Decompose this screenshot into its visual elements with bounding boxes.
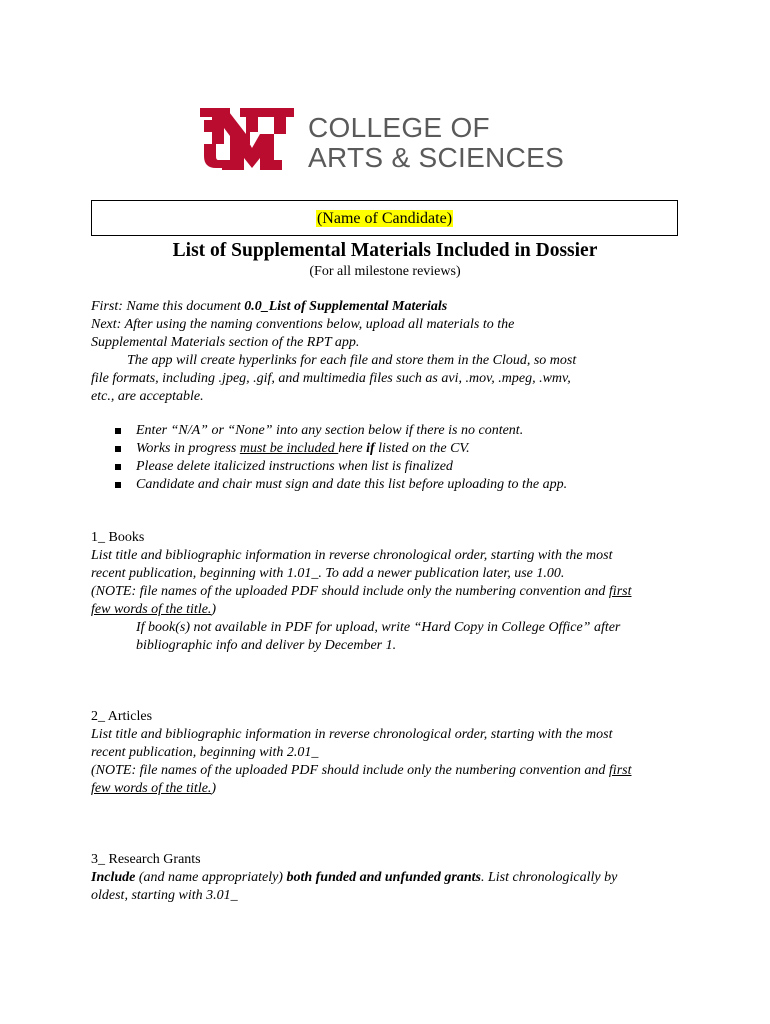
bullet-2-text-a: Works in progress (136, 441, 240, 456)
bullet-item-1: Enter “N/A” or “None” into any section below if there is no content. (136, 423, 524, 438)
bullet-marker (115, 446, 121, 452)
books-note-underlined-2: few words of the title. (91, 602, 212, 617)
books-note-line2 (91, 601, 216, 619)
bullet-item-4: Candidate and chair must sign and date this list before uploading to the app. (136, 477, 568, 492)
articles-note-text: (NOTE: file names of the uploaded PDF should include only the numbering convention and (91, 763, 609, 778)
articles-note-line1 (91, 762, 632, 780)
books-hardcopy-line2: bibliographic info and deliver by December 1. (136, 638, 397, 653)
books-note-close: ) (211, 602, 217, 617)
section-articles-heading: 2_ Articles (91, 709, 153, 724)
unm-monogram-icon (200, 108, 296, 170)
articles-note-underlined-2: few words of the title. (91, 781, 212, 796)
books-note-underlined: first (608, 584, 632, 599)
logo-text-line2: ARTS & SCIENCES (308, 142, 565, 173)
intro-app-line3: etc., are acceptable. (91, 389, 204, 404)
candidate-name-placeholder: (Name of Candidate) (316, 210, 453, 227)
grants-instruction-line1 (91, 869, 617, 887)
section-books-heading: 1_ Books (91, 530, 145, 545)
college-logo (200, 108, 580, 173)
books-hardcopy-line1: If book(s) not available in PDF for upload, write “Hard Copy in College Office” after (136, 620, 621, 635)
bullet-item-3: Please delete italicized instructions when list is finalized (136, 459, 453, 474)
intro-app-line2: file formats, including .jpeg, .gif, and multimedia files such as avi, .mov, .mpeg, .wmv, (91, 371, 571, 386)
grants-include-bold: Include (91, 870, 136, 885)
bullet-2-text-b: here (338, 441, 367, 456)
logo-text-line1: COLLEGE OF (308, 112, 490, 143)
bullet-2-text-c: listed on the CV. (374, 441, 470, 456)
section-grants-heading: 3_ Research Grants (91, 852, 201, 867)
grants-funded-bold: both funded and unfunded grants (286, 870, 481, 885)
intro-first-line (91, 298, 447, 316)
intro-app-line1: The app will create hyperlinks for each file and store them in the Cloud, so most (127, 353, 577, 368)
grants-instruction-line2: oldest, starting with 3.01_ (91, 888, 238, 903)
books-instruction-line1: List title and bibliographic information in reverse chronological order, starting with the most (91, 548, 613, 563)
bullet-marker (115, 482, 121, 488)
bullet-2-underlined: must be included (239, 441, 339, 456)
books-note-line1 (91, 583, 632, 601)
intro-next-line1: Next: After using the naming conventions below, upload all materials to the (91, 317, 515, 332)
intro-next-line2: Supplemental Materials section of the RPT app. (91, 335, 360, 350)
bullet-marker (115, 428, 121, 434)
bullet-marker (115, 464, 121, 470)
intro-first-prefix: First: Name this document (91, 299, 245, 314)
bullet-item-2 (136, 440, 470, 458)
candidate-name-box[interactable] (91, 200, 678, 236)
document-title: List of Supplemental Materials Included in Dossier (172, 240, 598, 261)
books-instruction-line2: recent publication, beginning with 1.01_. To add a newer publication later, use 1.00. (91, 566, 565, 581)
articles-note-close: ) (211, 781, 217, 796)
articles-note-line2 (91, 780, 216, 798)
articles-instruction-line1: List title and bibliographic information in reverse chronological order, starting with the most (91, 727, 613, 742)
articles-note-underlined: first (608, 763, 632, 778)
articles-instruction-line2: recent publication, beginning with 2.01_ (91, 745, 319, 760)
document-subtitle: (For all milestone reviews) (309, 264, 461, 279)
grants-text-a: (and name appropriately) (135, 870, 287, 885)
bullet-2-bold: if (366, 441, 375, 456)
grants-text-b: . List chronologically by (480, 870, 618, 885)
books-note-text: (NOTE: file names of the uploaded PDF should include only the numbering convention and (91, 584, 609, 599)
intro-filename: 0.0_List of Supplemental Materials (244, 299, 448, 314)
